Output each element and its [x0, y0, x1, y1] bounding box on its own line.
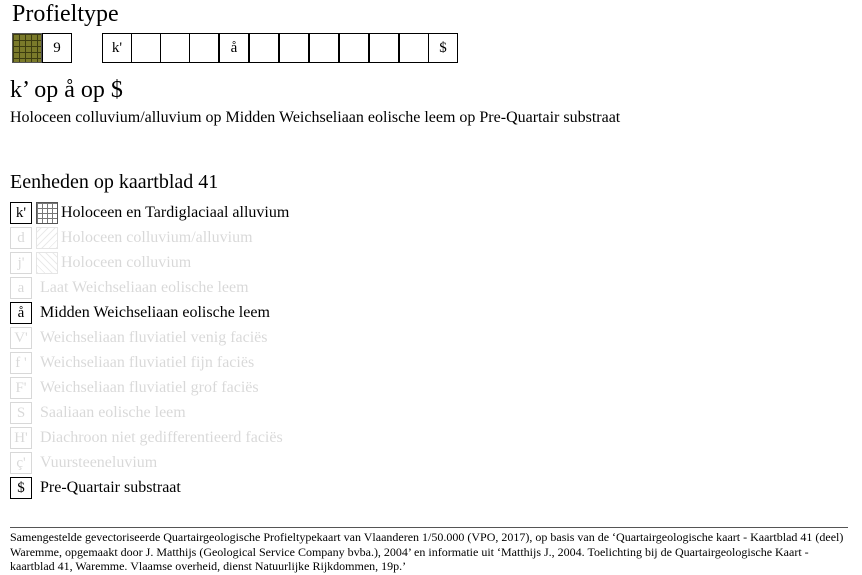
- unit-label: Pre-Quartair substraat: [40, 479, 181, 496]
- legend-item: [10, 402, 510, 427]
- profile-color-swatch: [12, 33, 42, 63]
- legend-item: [10, 302, 510, 327]
- unit-code: V': [10, 327, 32, 349]
- profile-number: 9: [42, 33, 72, 63]
- profile-cell: [249, 33, 279, 63]
- profile-cell: [131, 33, 161, 63]
- legend-item: [10, 452, 510, 477]
- diagonal-hatch-icon: [36, 252, 58, 274]
- profile-cell: k': [102, 33, 132, 63]
- unit-label: Weichseliaan fluviatiel fijn faciës: [40, 354, 255, 371]
- unit-label: Midden Weichseliaan eolische leem: [40, 304, 270, 321]
- unit-label: Vuursteeneluvium: [40, 454, 158, 471]
- source-footnote: Samengestelde gevectoriseerde Quartairgeologische Profieltypekaart van Vlaanderen 1/50.000 (VPO, 2017), op basis van de ‘Quartairgeologische kaart - Kaartblad 41 (deel) Waremme, opgemaakt door J. Matthijs (Geological Service Company bvba.), 2004’ en informatie uit ‘Matthijs J., 2004. Toelichting bij de Quartairgeologische Kaart - kaartblad 41, Waremme. Vlaamse overheid, dienst Natuurlijke Rijkdommen, 19p.’: [10, 530, 844, 573]
- unit-label: Laat Weichseliaan eolische leem: [40, 279, 249, 296]
- unit-label: Holoceen colluvium: [61, 254, 192, 271]
- profile-cell: å: [219, 33, 249, 63]
- profile-cell: [369, 33, 399, 63]
- units-legend: [10, 202, 510, 502]
- unit-code: f ': [10, 352, 32, 374]
- legend-item: [10, 252, 510, 277]
- profile-cell: [339, 33, 369, 63]
- legend-item: [10, 427, 510, 452]
- legend-item: [10, 227, 510, 252]
- legend-item: [10, 277, 510, 302]
- profile-cell: $: [428, 33, 458, 63]
- profile-formula: k’ op å op $: [10, 77, 123, 103]
- unit-code: j': [10, 252, 32, 274]
- unit-code: F': [10, 377, 32, 399]
- legend-item: [10, 477, 510, 502]
- unit-code: d: [10, 227, 32, 249]
- unit-label: Weichseliaan fluviatiel grof faciës: [40, 379, 259, 396]
- unit-label: Holoceen colluvium/alluvium: [61, 229, 253, 246]
- legend-item: [10, 377, 510, 402]
- profile-cell: [399, 33, 429, 63]
- unit-code: H': [10, 427, 32, 449]
- units-heading: Eenheden op kaartblad 41: [10, 171, 219, 193]
- legend-item: [10, 352, 510, 377]
- diagonal-hatch-icon: [36, 227, 58, 249]
- profile-cell: [189, 33, 219, 63]
- profile-cell: [160, 33, 190, 63]
- unit-label: Saaliaan eolische leem: [40, 404, 186, 421]
- unit-code: a: [10, 277, 32, 299]
- unit-code: S: [10, 402, 32, 424]
- unit-code: ç': [10, 452, 32, 474]
- unit-label: Diachroon niet gedifferentieerd faciës: [40, 429, 283, 446]
- unit-label: Holoceen en Tardiglaciaal alluvium: [61, 204, 290, 221]
- unit-label: Weichseliaan fluviatiel venig faciës: [40, 329, 268, 346]
- profile-cell: [279, 33, 309, 63]
- profile-description: Holoceen colluvium/alluvium op Midden Weichseliaan eolische leem op Pre-Quartair substraat: [10, 109, 621, 126]
- unit-code: å: [10, 302, 32, 324]
- page-title: Profieltype: [12, 1, 119, 27]
- unit-code: k': [10, 202, 32, 224]
- unit-code: $: [10, 477, 32, 499]
- grid-icon: [36, 202, 58, 224]
- legend-item: [10, 202, 510, 227]
- legend-item: [10, 327, 510, 352]
- profile-cell: [309, 33, 339, 63]
- divider: [10, 527, 848, 528]
